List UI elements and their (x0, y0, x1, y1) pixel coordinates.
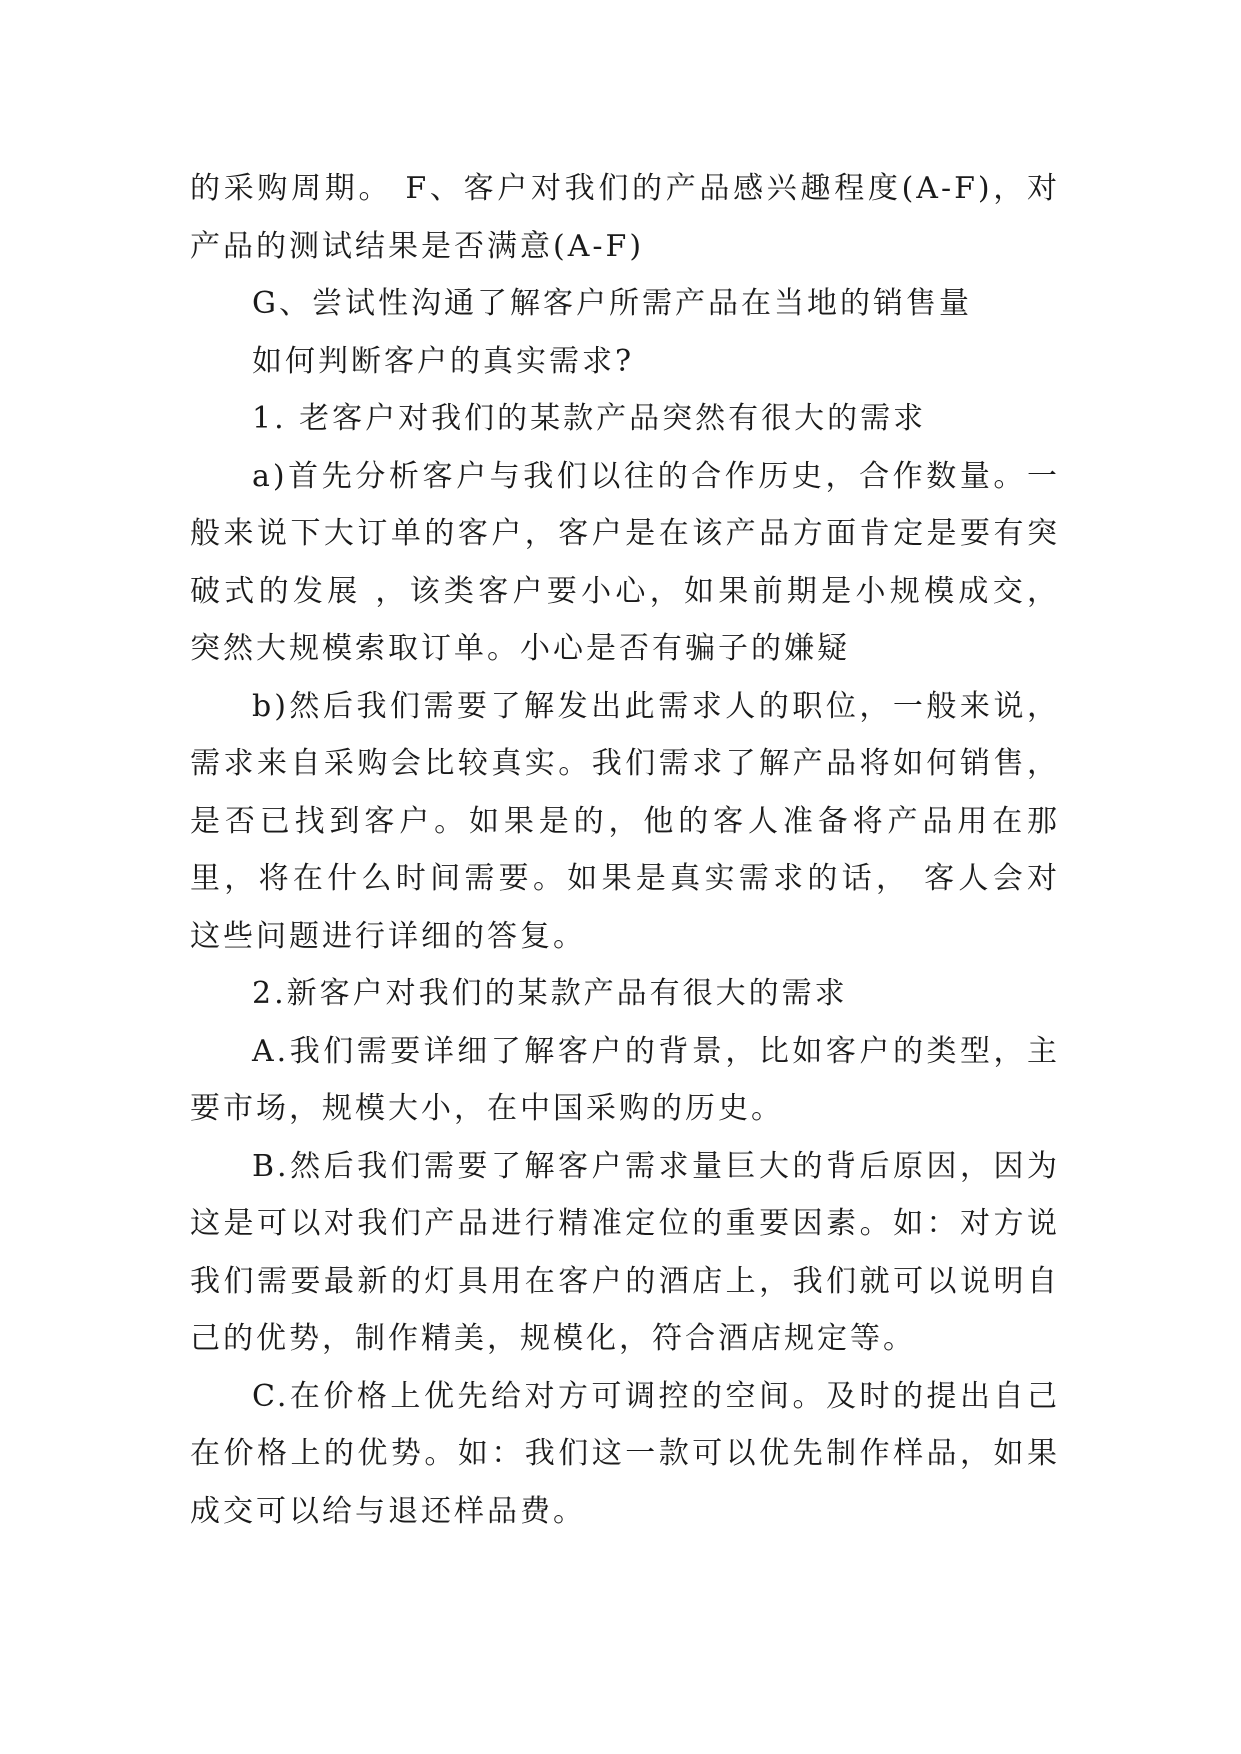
paragraph-item-g: G、尝试性沟通了解客户所需产品在当地的销售量 (252, 286, 972, 321)
paragraph-item-a-upper: A.我们需要详细了解客户的背景，比如客户的类型，主要市场，规模大小，在中国采购的历史。 (190, 1033, 1060, 1126)
document-body (190, 160, 1060, 1540)
paragraph-item-c-upper: C.在价格上优先给对方可调控的空间。及时的提出自己在价格上的优势。如：我们这一款可以优先制作样品，如果成交可以给与退还样品费。 (190, 1378, 1060, 1529)
paragraph-new-customer-heading: 2.新客户对我们的某款产品有很大的需求 (252, 976, 848, 1011)
paragraph-item-b-lower: b)然后我们需要了解发出此需求人的职位，一般来说，需求来自采购会比较真实。我们需求了解产品将如何销售，是否已找到客户。如果是的，他的客人准备将产品用在那里，将在什么时间需要。如果是真实需求的话， 客人会对这些问题进行详细的答复。 (190, 688, 1060, 954)
paragraph-purchase-cycle: 的采购周期。 F、客户对我们的产品感兴趣程度(A-F)，对产品的测试结果是否满意(A-F) (190, 171, 1060, 264)
paragraph-old-customer-heading: 1. 老客户对我们的某款产品突然有很大的需求 (252, 401, 927, 436)
paragraph-item-b-upper: B.然后我们需要了解客户需求量巨大的背后原因，因为这是可以对我们产品进行精准定位的重要因素。如：对方说我们需要最新的灯具用在客户的酒店上，我们就可以说明自己的优势，制作精美，规模化，符合酒店规定等。 (190, 1148, 1060, 1356)
paragraph-item-a-lower: a)首先分析客户与我们以往的合作历史，合作数量。一般来说下大订单的客户，客户是在该产品方面肯定是要有突破式的发展 ，该类客户要小心，如果前期是小规模成交，突然大规模索取订单。小心是否有骗子的嫌疑 (190, 458, 1060, 666)
section-heading-real-demand: 如何判断客户的真实需求? (252, 343, 635, 379)
